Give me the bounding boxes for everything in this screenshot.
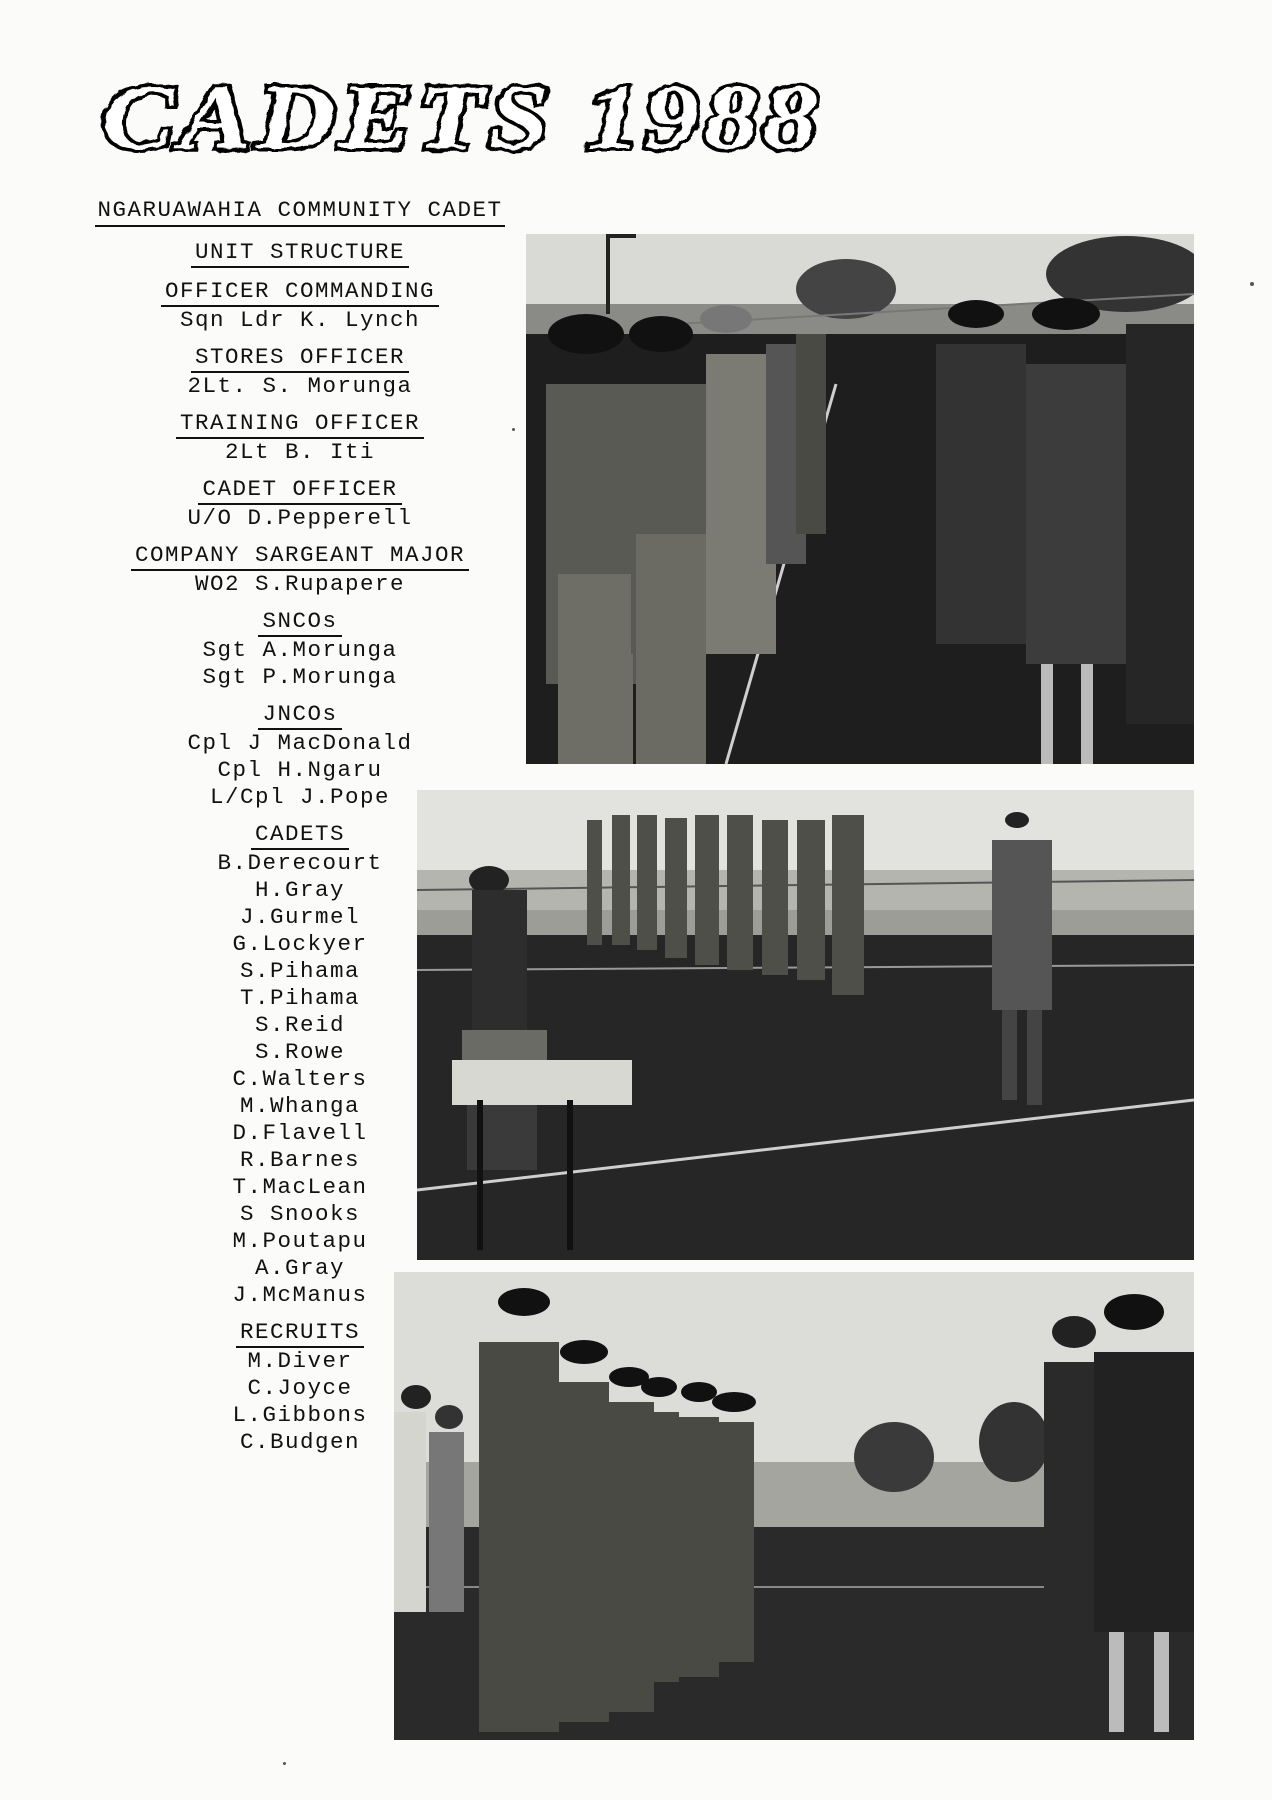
title-text: CADETS 1988 bbox=[102, 66, 822, 162]
roster-name: C.Joyce bbox=[247, 1375, 353, 1401]
section-title: COMPANY SARGEANT MAJOR bbox=[131, 542, 469, 571]
unit-name: NGARUAWAHIA COMMUNITY CADET bbox=[95, 197, 504, 227]
section-title: RECRUITS bbox=[236, 1319, 364, 1348]
roster-name: R.Barnes bbox=[239, 1147, 361, 1173]
section-title: SNCOs bbox=[258, 608, 341, 637]
roster-name: Cpl H.Ngaru bbox=[217, 757, 383, 783]
unit-subtitle: UNIT STRUCTURE bbox=[191, 239, 409, 268]
roster-name: L/Cpl J.Pope bbox=[209, 784, 391, 810]
roster-name: Sqn Ldr K. Lynch bbox=[179, 307, 421, 333]
scan-speck bbox=[1250, 282, 1254, 286]
section-title: STORES OFFICER bbox=[191, 344, 409, 373]
roster-name: S.Pihama bbox=[239, 958, 361, 984]
roster-section bbox=[70, 278, 530, 334]
roster-name: C.Budgen bbox=[239, 1429, 361, 1455]
roster-section bbox=[70, 410, 530, 466]
roster-name: H.Gray bbox=[254, 877, 345, 903]
roster-name: D.Flavell bbox=[232, 1120, 368, 1146]
roster-section bbox=[70, 608, 530, 691]
photo-inspection bbox=[526, 234, 1194, 764]
section-title: CADETS bbox=[251, 821, 349, 850]
roster-name: 2Lt. S. Morunga bbox=[187, 373, 413, 399]
roster-name: WO2 S.Rupapere bbox=[194, 571, 406, 597]
photo-formation bbox=[394, 1272, 1194, 1740]
roster-name: J.McManus bbox=[232, 1282, 368, 1308]
roster-name: J.Gurmel bbox=[239, 904, 361, 930]
roster-name: U/O D.Pepperell bbox=[187, 505, 413, 531]
roster-section bbox=[70, 476, 530, 532]
roster-name: S.Reid bbox=[254, 1012, 345, 1038]
roster-name: T.Pihama bbox=[239, 985, 361, 1011]
roster-name: Cpl J MacDonald bbox=[187, 730, 413, 756]
roster-name: L.Gibbons bbox=[232, 1402, 368, 1428]
section-title: OFFICER COMMANDING bbox=[161, 278, 439, 307]
roster-name: M.Poutapu bbox=[232, 1228, 368, 1254]
roster-name: M.Whanga bbox=[239, 1093, 361, 1119]
scan-speck bbox=[283, 1762, 286, 1765]
roster-name: G.Lockyer bbox=[232, 931, 368, 957]
roster-name: B.Derecourt bbox=[217, 850, 383, 876]
roster-section bbox=[70, 344, 530, 400]
roster-name: C.Walters bbox=[232, 1066, 368, 1092]
roster-name: Sgt P.Morunga bbox=[202, 664, 398, 690]
roster-section bbox=[70, 542, 530, 598]
roster-name: M.Diver bbox=[247, 1348, 353, 1374]
roster-name: T.MacLean bbox=[232, 1174, 368, 1200]
photo-march-past bbox=[417, 790, 1194, 1260]
section-title: TRAINING OFFICER bbox=[176, 410, 424, 439]
scan-speck bbox=[512, 428, 515, 431]
section-title: JNCOs bbox=[258, 701, 341, 730]
roster-name: S.Rowe bbox=[254, 1039, 345, 1065]
page-title bbox=[96, 62, 836, 162]
roster-name: A.Gray bbox=[254, 1255, 345, 1281]
roster-name: Sgt A.Morunga bbox=[202, 637, 398, 663]
section-title: CADET OFFICER bbox=[198, 476, 401, 505]
roster-name: 2Lt B. Iti bbox=[224, 439, 376, 465]
roster-name: S Snooks bbox=[239, 1201, 361, 1227]
